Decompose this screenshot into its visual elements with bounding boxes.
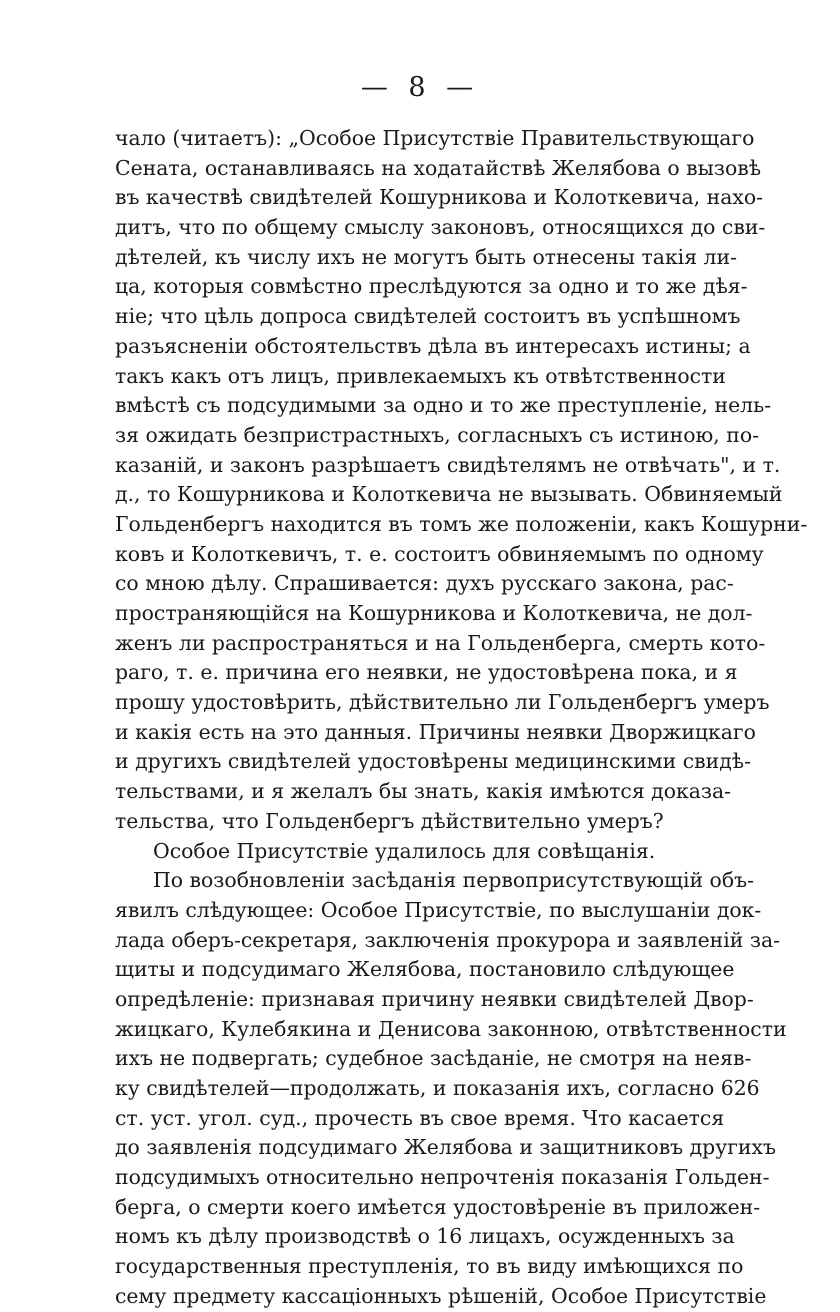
text-line: номъ къ дѣлу производствѣ о 16 лицахъ, осужденныхъ за (115, 1224, 735, 1249)
text-line: разъясненіи обстоятельствъ дѣла въ интересахъ истины; а (115, 333, 751, 358)
text-line: государственныя преступленія, то въ виду имѣющихся по (115, 1254, 744, 1279)
text-line: пространяющійся на Кошурникова и Колоткевича, не дол- (115, 601, 753, 625)
text-line: сему предмету кассаціонныхъ рѣшеній, Особое Присутствіе (115, 1283, 767, 1308)
text-line: чало (читаетъ): „Особое Присутствіе Правительствующаго (115, 126, 755, 150)
text-line: въ качествѣ свидѣтелей Кошурникова и Колоткевича, нахо- (115, 185, 764, 210)
text-line: прошу удостовѣрить, дѣйствительно ли Гольденбергъ умеръ (115, 690, 770, 715)
text-line: до заявленія подсудимаго Желябова и защитниковъ другихъ (115, 1135, 776, 1160)
text-line: Сената, останавливаясь на ходатайствѣ Желябова о вызовѣ (115, 155, 762, 180)
text-line: опредѣленіе: признавая причину неявки свидѣтелей Двор- (115, 986, 754, 1011)
text-line: ку свидѣтелей—продолжать, и показанія ихъ, согласно 626 (115, 1076, 760, 1100)
text-line: и какія есть на это данныя. Причины неявки Дворжицкаго (115, 719, 756, 744)
text-line: явилъ слѣдующее: Особое Присутствіе, по выслушаніи док- (115, 897, 762, 922)
text-line: раго, т. е. причина его неявки, не удостовѣрена пока, и я (115, 660, 738, 685)
text-line: тельствами, и я желалъ бы знать, какія имѣются доказа- (115, 779, 732, 804)
text-line: дитъ, что по общему смыслу законовъ, относящихся до сви- (115, 215, 766, 240)
text-line: ихъ не подвергать; судебное засѣданіе, не смотря на неяв- (115, 1046, 752, 1071)
text-line: ца, которыя совмѣстно преслѣдуются за одно и то же дѣя- (115, 274, 748, 299)
text-line: д., то Кошурникова и Колоткевича не вызывать. Обвиняемый (115, 482, 783, 507)
text-line: Особое Присутствіе удалилось для совѣщанія. (153, 838, 656, 863)
text-line: подсудимыхъ относительно непрочтенія показанія Гольден- (115, 1165, 770, 1190)
body-text (115, 124, 808, 1312)
page-number: — 8 — (360, 72, 480, 103)
text-line: зя ожидать безпристрастныхъ, согласныхъ съ истиною, по- (115, 422, 760, 447)
text-line: женъ ли распространяться и на Гольденберга, смерть кото- (115, 630, 766, 655)
text-line: берга, о смерти коего имѣется удостовѣреніе въ приложен- (115, 1194, 761, 1219)
text-line: казаній, и законъ разрѣшаетъ свидѣтелямъ не отвѣчать", и т. (115, 452, 781, 477)
text-line: тельства, что Гольденбергъ дѣйствительно умеръ? (115, 808, 664, 833)
text-line: со мною дѣлу. Спрашивается: духъ русскаго закона, рас- (115, 571, 734, 596)
text-line: Гольденбергъ находится въ томъ же положеніи, какъ Кошурни- (115, 511, 808, 536)
text-line: ковъ и Колоткевичъ, т. е. состоитъ обвиняемымъ по одному (115, 541, 764, 566)
text-line: По возобновленіи засѣданія первоприсутствующій объ- (153, 868, 754, 893)
text-line: вмѣстѣ съ подсудимыми за одно и то же преступленіе, нель- (115, 393, 772, 418)
text-line: дѣтелей, къ числу ихъ не могутъ быть отнесены такія ли- (115, 244, 737, 269)
text-line: щиты и подсудимаго Желябова, постановило слѣдующее (115, 957, 735, 982)
text-line: ст. уст. угол. суд., прочесть въ свое время. Что касается (115, 1105, 725, 1130)
text-line: ніе; что цѣль допроса свидѣтелей состоитъ въ успѣшномъ (115, 304, 741, 329)
text-line: лада оберъ-секретаря, заключенія прокурора и заявленій за- (115, 927, 780, 952)
text-line: жицкаго, Кулебякина и Денисова законною, отвѣтственности (115, 1016, 787, 1041)
text-line: такъ какъ отъ лицъ, привлекаемыхъ къ отвѣтственности (115, 363, 726, 388)
text-line: и другихъ свидѣтелей удостовѣрены медицинскими свидѣ- (115, 749, 751, 774)
